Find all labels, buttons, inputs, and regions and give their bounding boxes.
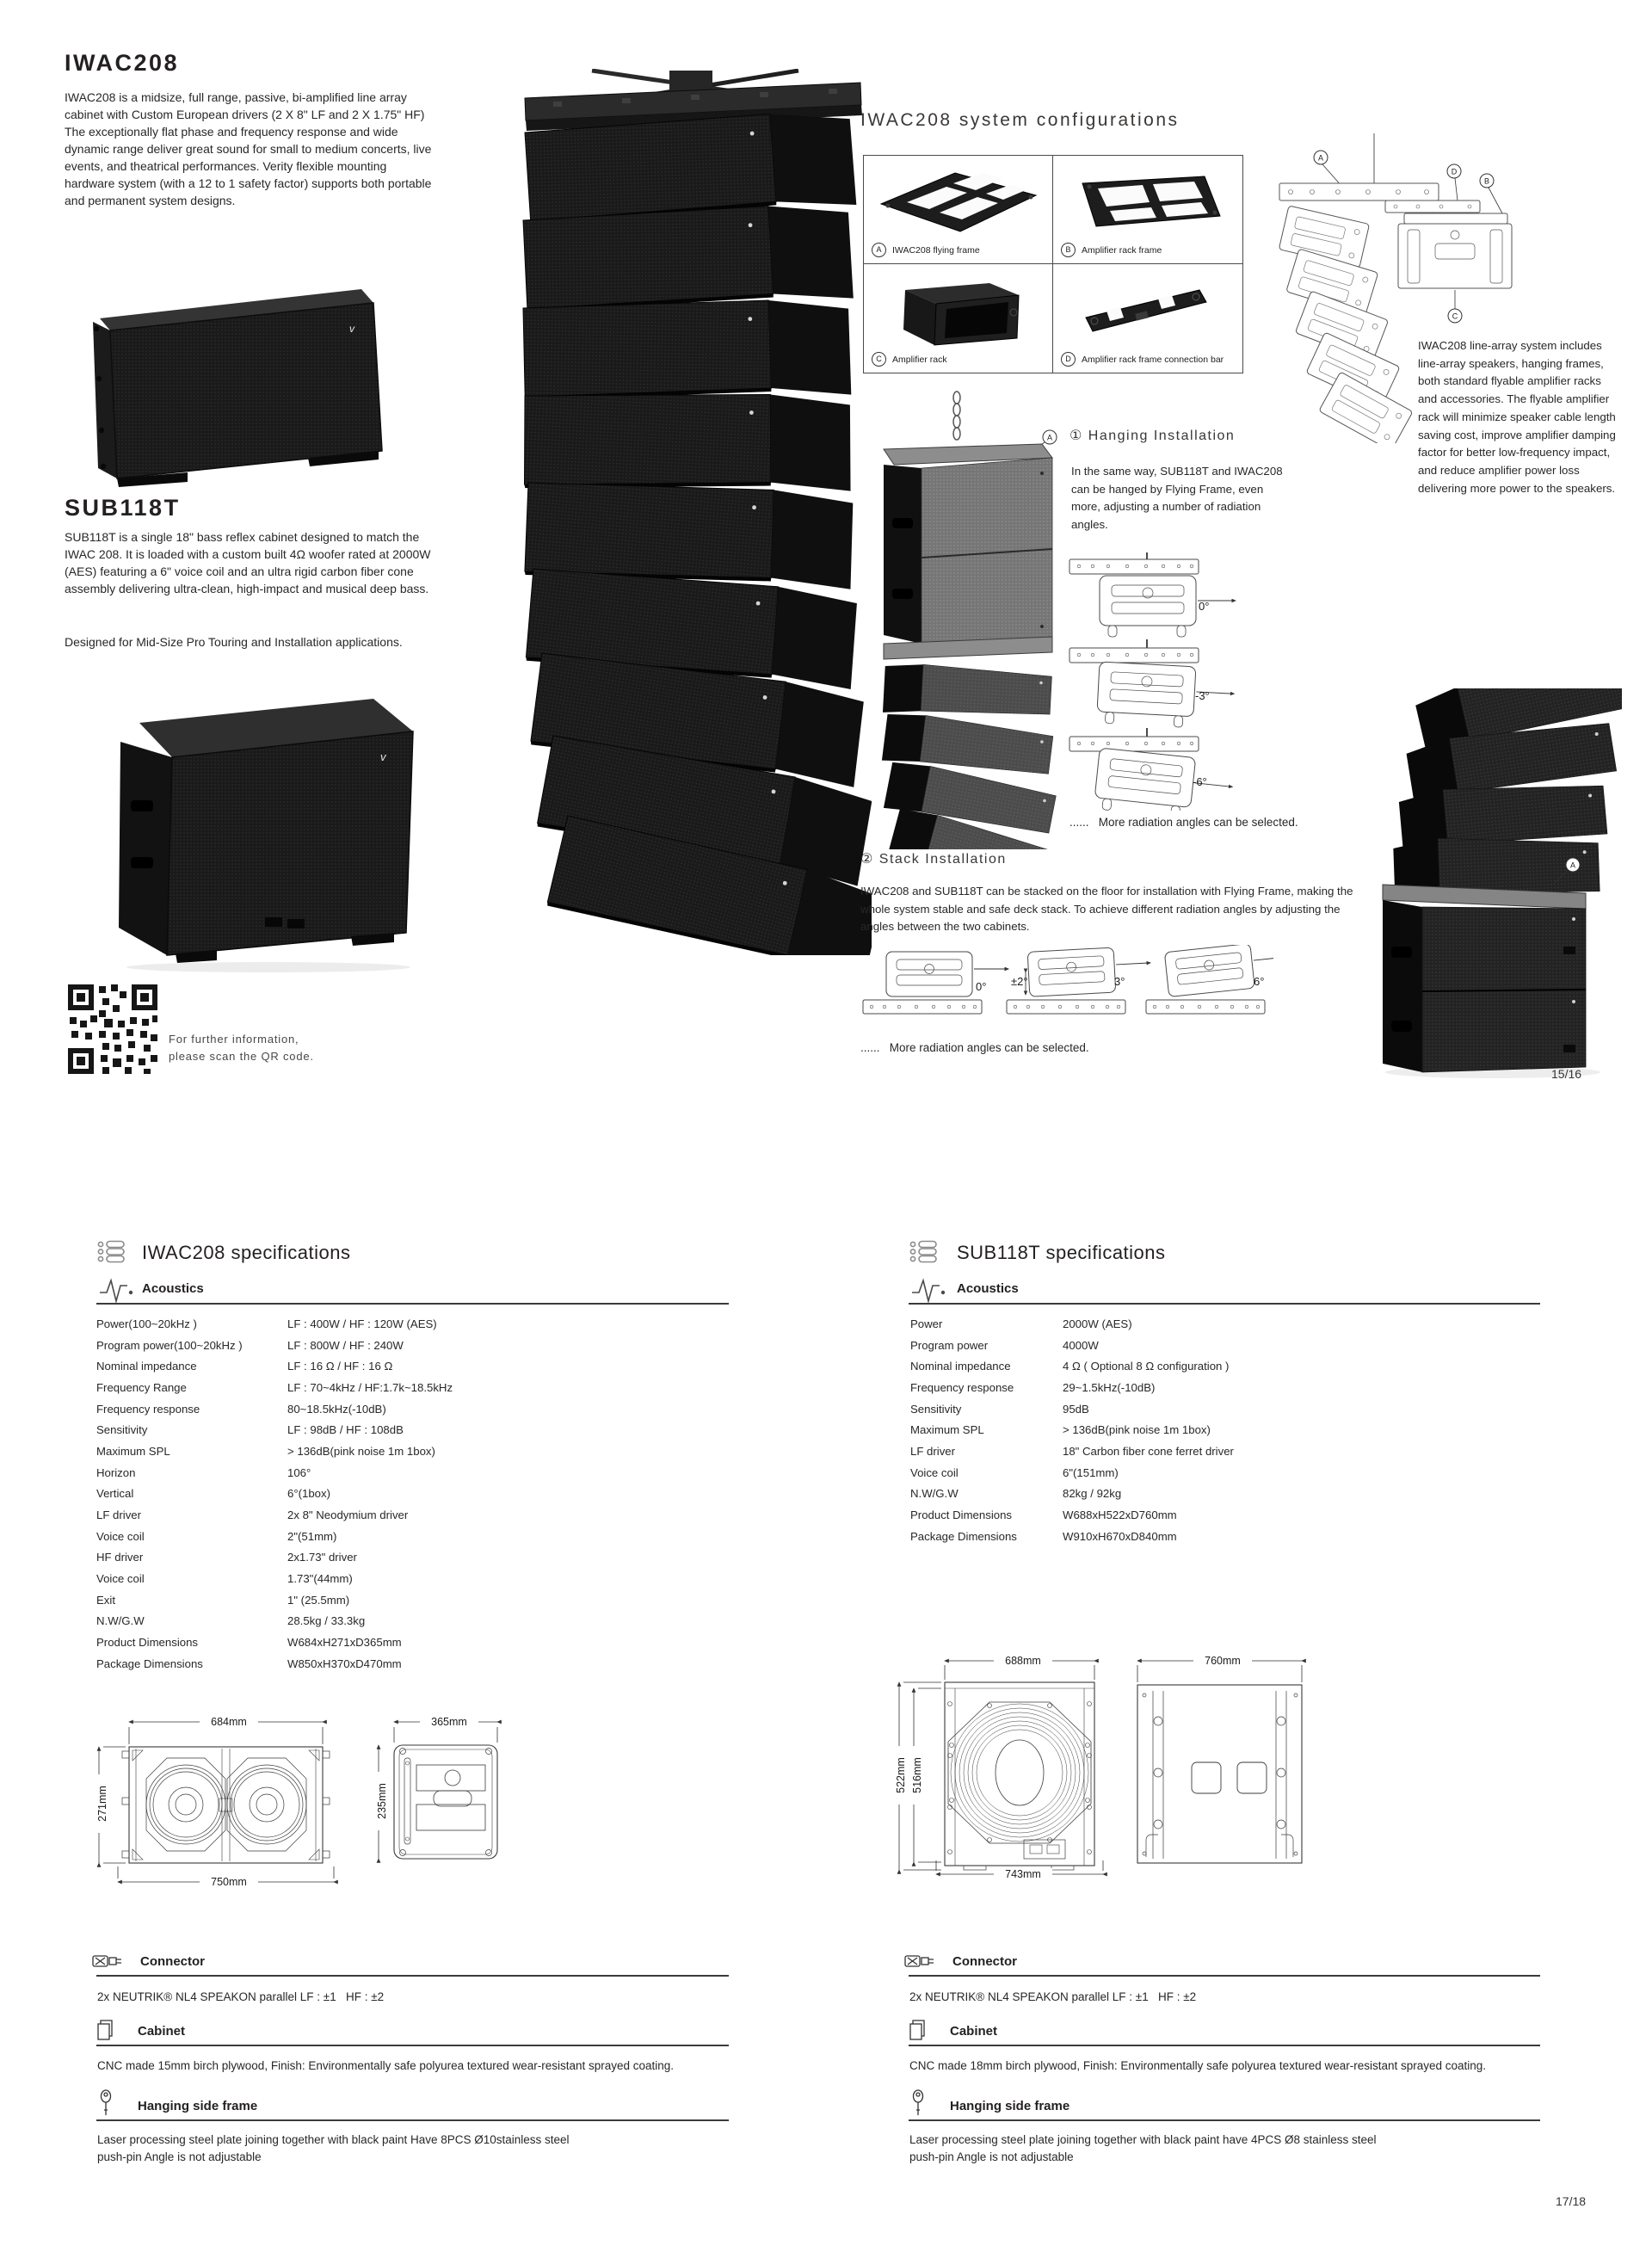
dim-750: 750mm	[200, 1876, 258, 1888]
spec-value: 1" (25.5mm)	[287, 1593, 350, 1607]
spec-value: 6°(1box)	[287, 1487, 330, 1501]
spec-label: Sensitivity	[910, 1402, 962, 1416]
spec-value: > 136dB(pink noise 1m 1box)	[287, 1444, 435, 1458]
dim-516: 516mm	[911, 1746, 923, 1805]
page-number-bottom: 17/18	[1556, 2194, 1587, 2208]
stack-note: ...... More radiation angles can be selected.	[860, 1041, 1089, 1054]
spec-value: 1.73"(44mm)	[287, 1572, 353, 1586]
svg-text:A: A	[1317, 153, 1324, 163]
iwac208-photo	[76, 274, 407, 489]
spec-label: N.W/G.W	[910, 1487, 959, 1501]
spec-label: Frequency response	[96, 1402, 200, 1416]
spec-value: 2x 8" Neodymium driver	[287, 1508, 409, 1522]
letter-d-icon: D	[1061, 352, 1076, 367]
svg-text:D: D	[1451, 167, 1458, 176]
spec-label: Nominal impedance	[910, 1360, 1011, 1373]
iwac-spec-table	[96, 1313, 729, 1675]
spec-row	[96, 1653, 729, 1675]
spec-label: Maximum SPL	[910, 1423, 984, 1437]
stack-angle-diagrams	[860, 945, 1273, 1027]
config-label	[872, 243, 980, 257]
cabinet-icon	[96, 2019, 115, 2041]
dim-365: 365mm	[420, 1716, 478, 1728]
spec-value: 6"(151mm)	[1063, 1465, 1119, 1479]
spec-row	[910, 1462, 1542, 1484]
spec-row	[910, 1377, 1542, 1398]
iwac-specs-title: IWAC208 specifications	[142, 1242, 351, 1263]
spec-label: Product Dimensions	[910, 1508, 1013, 1522]
spec-label: LF driver	[96, 1508, 142, 1522]
spec-label: Power	[910, 1317, 943, 1330]
connection-bar-image	[1057, 268, 1237, 350]
qr-code	[65, 981, 161, 1077]
spec-label: Power(100~20kHz )	[96, 1317, 197, 1330]
hanging-installation-photo	[873, 389, 1063, 849]
spec-row	[96, 1547, 729, 1569]
sub118t-description-2: Designed for Mid-Size Pro Touring and Installation applications.	[65, 635, 403, 649]
stack-installation-photo	[1372, 688, 1622, 1080]
flying-frame-image	[867, 159, 1048, 242]
sub118t-description: SUB118T is a single 18" bass reflex cabinet designed to match the IWAC 208. It is loaded with a custom built 4Ω woofer rated at 2000W (AES) featuring a 6" voice coil and an ultra rigid carbon fiber cone assembly delivering ultra-clean, high-impact and musical deep bass.	[65, 530, 431, 595]
dim-271: 271mm	[96, 1774, 108, 1833]
hanging-pin-icon	[100, 2089, 112, 2119]
iwac-cabinet-heading: Cabinet	[138, 2024, 186, 2039]
letter-a-icon: A	[872, 243, 886, 257]
hanging-note: ...... More radiation angles can be selected.	[1069, 816, 1298, 829]
spec-row	[910, 1398, 1542, 1420]
spec-row	[96, 1589, 729, 1611]
stack-angle-6: 6°	[1254, 975, 1265, 988]
acoustics-waveform-icon	[98, 1275, 136, 1303]
qr-caption	[169, 1031, 314, 1064]
iwac-acoustics-heading: Acoustics	[142, 1281, 204, 1296]
stack-angle-3: 3°	[1114, 975, 1125, 988]
sub-side-frame-line1: Laser processing steel plate joining together with black paint have 4PCS Ø8 stainless steel	[909, 2133, 1377, 2146]
acoustics-waveform-icon	[910, 1275, 948, 1303]
spec-value: W684xH271xD365mm	[287, 1636, 402, 1650]
config-cell-connection-bar	[1053, 264, 1242, 373]
spec-label: Package Dimensions	[96, 1656, 203, 1670]
spec-label: Package Dimensions	[910, 1529, 1017, 1543]
svg-text:B: B	[1483, 176, 1490, 186]
spec-value: W910xH670xD840mm	[1063, 1529, 1177, 1543]
spec-value: 106°	[287, 1465, 311, 1479]
spec-value: W850xH370xD470mm	[287, 1656, 402, 1670]
spec-value: 2000W (AES)	[1063, 1317, 1132, 1330]
spec-value: > 136dB(pink noise 1m 1box)	[1063, 1423, 1211, 1437]
spec-value: LF : 800W / HF : 240W	[287, 1338, 404, 1352]
page-number-top: 15/16	[1551, 1067, 1582, 1081]
spec-label: Voice coil	[96, 1572, 145, 1586]
spec-row	[96, 1335, 729, 1356]
spec-value: LF : 400W / HF : 120W (AES)	[287, 1317, 437, 1330]
hanging-pin-icon	[912, 2089, 924, 2119]
divider	[96, 2119, 729, 2121]
hanging-angle-3: -3°	[1195, 689, 1210, 702]
specs-list-icon	[909, 1239, 938, 1265]
dim-688: 688mm	[994, 1655, 1052, 1667]
stack-installation-desc: IWAC208 and SUB118T can be stacked on the floor for installation with Flying Frame, making the whole system stable and safe deck stack. To achieve different radiation angles by adjusting the angles between the two cabinets.	[860, 885, 1353, 934]
spec-row	[96, 1398, 729, 1420]
config-label	[1061, 352, 1224, 367]
iwac-connector-text: 2x NEUTRIK® NL4 SPEAKON parallel LF : ±1 HF : ±2	[97, 1990, 385, 2003]
amplifier-rack-frame-image	[1057, 159, 1237, 242]
spec-row	[96, 1632, 729, 1653]
svg-text:C: C	[1452, 312, 1458, 321]
spec-label: Voice coil	[96, 1529, 145, 1543]
sub-spec-table	[910, 1313, 1542, 1547]
spec-label: LF driver	[910, 1444, 956, 1458]
spec-row	[910, 1313, 1542, 1335]
divider	[909, 1975, 1540, 1977]
spec-row	[910, 1526, 1542, 1547]
spec-value: 18" Carbon fiber cone ferret driver	[1063, 1444, 1234, 1458]
config-label-text: Amplifier rack frame connection bar	[1082, 354, 1224, 365]
iwac-side-frame-line1: Laser processing steel plate joining together with black paint Have 8PCS Ø10stainless steel	[97, 2133, 570, 2146]
spec-value: 29~1.5kHz(-10dB)	[1063, 1380, 1156, 1394]
svg-text:v: v	[380, 750, 386, 763]
spec-label: Product Dimensions	[96, 1636, 199, 1650]
spec-value: 2x1.73" driver	[287, 1551, 357, 1564]
svg-text:A: A	[1046, 433, 1053, 442]
spec-value: 80~18.5kHz(-10dB)	[287, 1402, 386, 1416]
spec-row	[96, 1504, 729, 1526]
spec-row	[910, 1355, 1542, 1377]
spec-row	[910, 1419, 1542, 1441]
iwac-side-frame-heading: Hanging side frame	[138, 2099, 258, 2113]
config-cell-amplifier-rack	[864, 264, 1053, 373]
stack-angle-pm2: ±2°	[1011, 975, 1028, 988]
divider	[96, 1975, 729, 1977]
config-cell-flying-frame	[864, 156, 1053, 264]
spec-row	[96, 1377, 729, 1398]
spec-label: Voice coil	[910, 1465, 959, 1479]
hanging-installation-heading: ① Hanging Installation	[1069, 429, 1236, 443]
spec-value: 28.5kg / 33.3kg	[287, 1614, 366, 1628]
config-heading: IWAC208 system configurations	[860, 110, 1180, 130]
spec-label: Maximum SPL	[96, 1444, 170, 1458]
spec-value: LF : 98dB / HF : 108dB	[287, 1423, 404, 1437]
dim-235: 235mm	[376, 1772, 388, 1830]
dim-522: 522mm	[895, 1746, 907, 1805]
config-label	[872, 352, 947, 367]
system-note: IWAC208 line-array system includes line-array speakers, hanging frames, both standard flyable amplifier racks and accessories. The flyable amplifier rack will minimize speaker cable length saving cost, improve amplifier damping factor for better low-frequency impact, and reduce amplifier power loss delivering more power to the speakers.	[1418, 339, 1616, 495]
hanging-angle-6: -6°	[1193, 775, 1207, 788]
spec-row	[96, 1568, 729, 1589]
svg-text:A: A	[1569, 861, 1576, 870]
spec-row	[96, 1441, 729, 1462]
iwac208-description: IWAC208 is a midsize, full range, passive, bi-amplified line array cabinet with Custom European drivers (2 X 8" LF and 2 X 1.75" HF) The exceptionally flat phase and frequency response and wide dynamic range deliver great sound for small to medium concerts, live events, and theatrical performances. Verity flexible mounting hardware system (with a 12 to 1 safety factor) supports both portable and permanent system designs.	[65, 90, 432, 207]
connector-icon	[904, 1953, 939, 1969]
stack-installation-heading: ② Stack Installation	[860, 852, 1007, 867]
sub-cabinet-heading: Cabinet	[950, 2024, 998, 2039]
config-label-text: IWAC208 flying frame	[892, 244, 980, 256]
sub-side-frame-line2: push-pin Angle is not adjustable	[909, 2150, 1074, 2163]
spec-value: LF : 16 Ω / HF : 16 Ω	[287, 1360, 393, 1373]
spec-label: Vertical	[96, 1487, 134, 1501]
config-label-text: Amplifier rack	[892, 354, 947, 365]
spec-label: Nominal impedance	[96, 1360, 197, 1373]
config-label-text: Amplifier rack frame	[1082, 244, 1162, 256]
spec-value: W688xH522xD760mm	[1063, 1508, 1177, 1522]
dim-684: 684mm	[200, 1716, 258, 1728]
spec-label: Program power(100~20kHz )	[96, 1338, 243, 1352]
spec-label: N.W/G.W	[96, 1614, 145, 1628]
divider	[909, 1303, 1540, 1305]
letter-b-icon: B	[1061, 243, 1076, 257]
hanging-installation-desc: In the same way, SUB118T and IWAC208 can be hanged by Flying Frame, even more, adjusting a number of radiation angles.	[1071, 465, 1283, 532]
sub-connector-text: 2x NEUTRIK® NL4 SPEAKON parallel LF : ±1 HF : ±2	[909, 1990, 1197, 2003]
line-array-photo	[472, 69, 872, 955]
sub-connector-heading: Connector	[952, 1954, 1017, 1969]
spec-row	[910, 1335, 1542, 1356]
divider	[96, 1303, 729, 1305]
sub118t-photo	[96, 669, 436, 975]
divider	[96, 2045, 729, 2046]
config-grid	[863, 155, 1243, 373]
letter-c-icon: C	[872, 352, 886, 367]
cabinet-icon	[909, 2019, 928, 2041]
iwac-technical-drawing	[86, 1708, 602, 1893]
spec-row	[96, 1355, 729, 1377]
connector-icon	[92, 1953, 126, 1969]
spec-value: 4000W	[1063, 1338, 1099, 1352]
spec-row	[96, 1611, 729, 1632]
dim-743: 743mm	[994, 1868, 1052, 1880]
spec-row	[910, 1504, 1542, 1526]
spec-row	[910, 1484, 1542, 1505]
specs-list-icon	[96, 1239, 126, 1265]
divider	[909, 2045, 1540, 2046]
spec-label: Horizon	[96, 1465, 136, 1479]
spec-label: Frequency Range	[96, 1380, 187, 1394]
sub-cabinet-text: CNC made 18mm birch plywood, Finish: Environmentally safe polyurea textured wear-resistant sprayed coating.	[909, 2059, 1487, 2072]
spec-row	[910, 1441, 1542, 1462]
sub-side-frame-text	[909, 2132, 1541, 2166]
qr-caption-line2: please scan the QR code.	[169, 1049, 314, 1063]
iwac-cabinet-text: CNC made 15mm birch plywood, Finish: Environmentally safe polyurea textured wear-resistant sprayed coating.	[97, 2059, 675, 2072]
iwac-side-frame-text	[97, 2132, 730, 2166]
hanging-angle-diagrams	[1067, 552, 1351, 811]
spec-label: Sensitivity	[96, 1423, 148, 1437]
spec-value: 4 Ω ( Optional 8 Ω configuration )	[1063, 1360, 1230, 1373]
stack-angle-0: 0°	[976, 980, 987, 993]
spec-label: Frequency response	[910, 1380, 1014, 1394]
iwac-side-frame-line2: push-pin Angle is not adjustable	[97, 2150, 262, 2163]
spec-row	[96, 1462, 729, 1484]
spec-value: 95dB	[1063, 1402, 1089, 1416]
sub118t-title: SUB118T	[65, 495, 181, 521]
config-cell-rack-frame	[1053, 156, 1242, 264]
spec-label: Program power	[910, 1338, 989, 1352]
dim-760: 760mm	[1193, 1655, 1252, 1667]
spec-value: 82kg / 92kg	[1063, 1487, 1122, 1501]
sub-acoustics-heading: Acoustics	[957, 1281, 1019, 1296]
sub-technical-drawing	[895, 1652, 1437, 1885]
sub-side-frame-heading: Hanging side frame	[950, 2099, 1070, 2113]
spec-value: LF : 70~4kHz / HF:1.7k~18.5kHz	[287, 1380, 453, 1394]
config-label	[1061, 243, 1162, 257]
qr-caption-line1: For further information,	[169, 1033, 299, 1046]
spec-label: HF driver	[96, 1551, 144, 1564]
spec-label: Exit	[96, 1593, 115, 1607]
sub-specs-title: SUB118T specifications	[957, 1242, 1166, 1263]
iwac-connector-heading: Connector	[140, 1954, 205, 1969]
iwac208-title: IWAC208	[65, 50, 180, 76]
spec-row	[96, 1313, 729, 1335]
divider	[909, 2119, 1540, 2121]
spec-row	[96, 1419, 729, 1441]
spec-row	[96, 1484, 729, 1505]
spec-row	[96, 1526, 729, 1547]
hanging-angle-0: 0°	[1199, 600, 1210, 613]
amplifier-rack-image	[867, 268, 1048, 350]
svg-text:v: v	[349, 323, 354, 335]
spec-value: 2"(51mm)	[287, 1529, 337, 1543]
